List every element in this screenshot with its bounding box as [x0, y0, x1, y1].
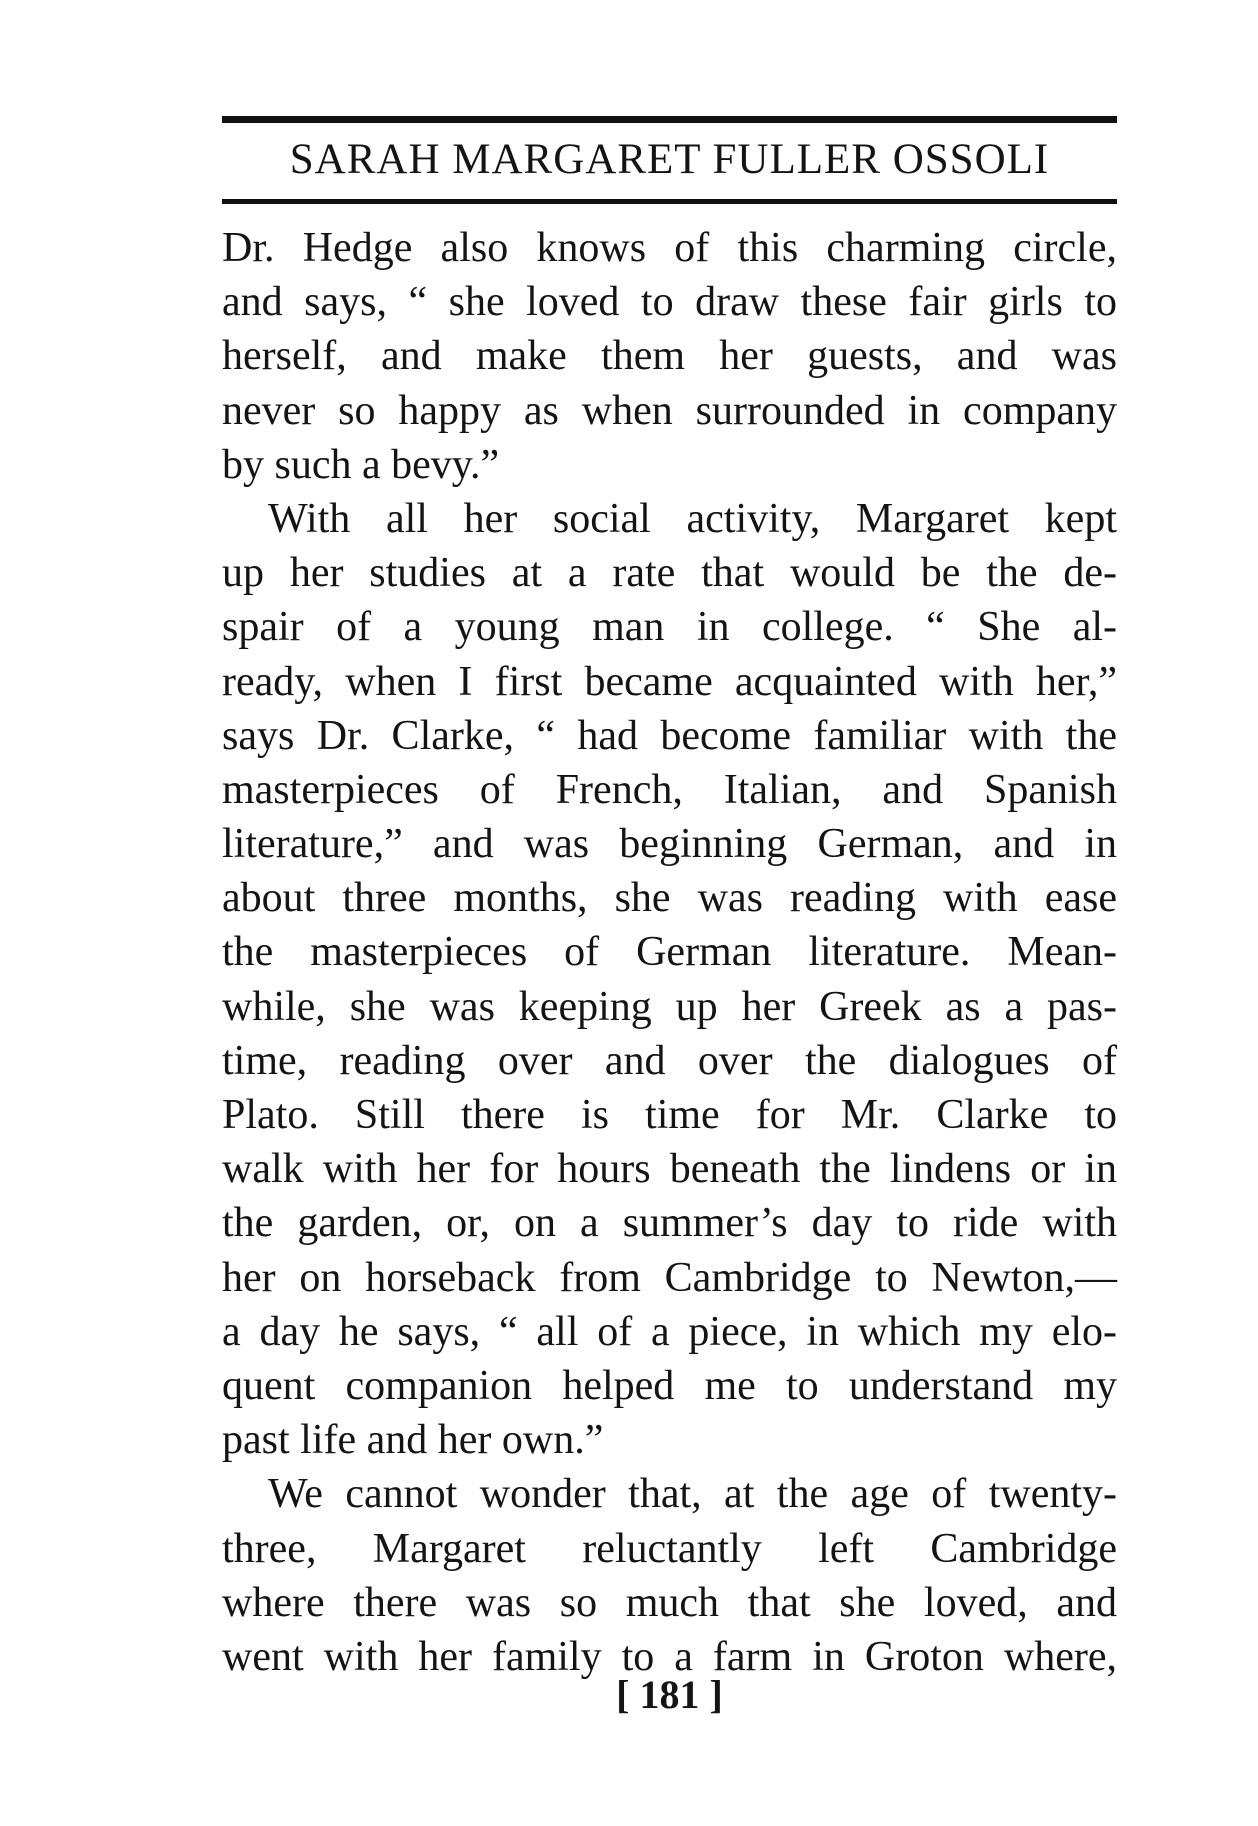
text-line: three, Margaret reluctantly left Cambridge	[222, 1525, 1117, 1572]
text-line: by such a bevy.”	[222, 441, 500, 488]
body-text	[222, 221, 1117, 1684]
text-line: up her studies at a rate that would be the de-	[222, 550, 1117, 597]
text-line: the masterpieces of German literature. Mean-	[222, 929, 1117, 976]
text-line: masterpieces of French, Italian, and Spanish	[222, 766, 1117, 813]
text-line: herself, and make them her guests, and was	[222, 333, 1117, 380]
text-line: literature,” and was beginning German, and in	[222, 821, 1117, 868]
text-line: never so happy as when surrounded in company	[222, 387, 1117, 434]
text-line: while, she was keeping up her Greek as a pas-	[222, 983, 1117, 1030]
running-head: SARAH MARGARET FULLER OSSOLI	[289, 136, 1050, 183]
text-line: time, reading over and over the dialogues of	[222, 1037, 1117, 1084]
text-line: With all her social activity, Margaret kept	[268, 495, 1117, 542]
text-line: Dr. Hedge also knows of this charming circle,	[222, 225, 1117, 271]
page-number: [ 181 ]	[616, 1672, 723, 1717]
text-line: walk with her for hours beneath the lindens or in	[222, 1146, 1117, 1193]
text-line: and says, “ she loved to draw these fair girls to	[222, 279, 1117, 326]
text-line: past life and her own.”	[222, 1417, 604, 1464]
text-line: says Dr. Clarke, “ had become familiar with the	[222, 712, 1117, 759]
header-rule-bottom	[222, 199, 1117, 204]
header-rule-top	[222, 116, 1117, 123]
text-line: We cannot wonder that, at the age of twenty-	[268, 1471, 1117, 1518]
text-line: quent companion helped me to understand my	[222, 1362, 1117, 1409]
text-line: a day he says, “ all of a piece, in which my elo-	[222, 1308, 1117, 1355]
text-line: spair of a young man in college. “ She al-	[222, 604, 1117, 651]
text-line: Plato. Still there is time for Mr. Clarke to	[222, 1092, 1117, 1138]
text-line: about three months, she was reading with ease	[222, 875, 1117, 922]
text-line: ready, when I first became acquainted with her,”	[222, 658, 1117, 705]
text-line: the garden, or, on a summer’s day to ride with	[222, 1200, 1117, 1247]
text-line: where there was so much that she loved, and	[222, 1579, 1117, 1626]
text-line: went with her family to a farm in Groton where,	[222, 1633, 1117, 1680]
text-line: her on horseback from Cambridge to Newton,—	[222, 1254, 1117, 1301]
